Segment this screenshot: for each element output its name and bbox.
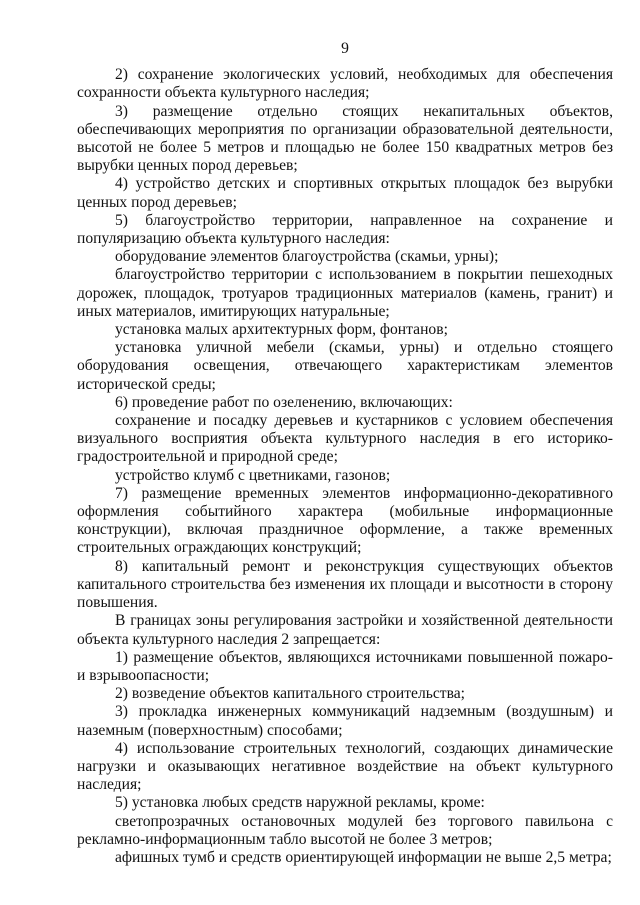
paragraph: 2) возведение объектов капитального строительства;: [115, 685, 466, 703]
paragraph: афишных тумб и средств ориентирующей информации не выше 2,5 метра;: [115, 848, 612, 866]
paragraph: установка уличной мебели (скамьи, урны) и отдельно стоящего оборудования освещения, отвечающего характеристикам элементов исторической среды;: [77, 339, 613, 393]
paragraph: 3) размещение отдельно стоящих некапитальных объектов, обеспечивающих мероприятия по организации образовательной деятельности, высотой не более 5 метров и площадью не более 150 квадратных метров без вырубки ценных пород деревьев;: [77, 102, 613, 175]
paragraph: В границах зоны регулирования застройки и хозяйственной деятельности объекта культурного наследия 2 запрещается:: [77, 612, 613, 648]
paragraph: 1) размещение объектов, являющихся источниками повышенной пожаро- и взрывоопасности;: [77, 648, 613, 684]
paragraph: 8) капитальный ремонт и реконструкция существующих объектов капитального строительства без изменения их площади и высотности в сторону повышения.: [77, 557, 613, 612]
paragraph: установка малых архитектурных форм, фонтанов;: [115, 321, 448, 339]
paragraph: 3) прокладка инженерных коммуникаций надземным (воздушным) и наземным (поверхностным) способами;: [77, 703, 613, 739]
paragraph: 5) благоустройство территории, направленное на сохранение и популяризацию объекта культурного наследия:: [77, 211, 613, 248]
paragraph: 5) установка любых средств наружной рекламы, кроме:: [115, 794, 485, 812]
paragraph: сохранение и посадку деревьев и кустарников с условием обеспечения визуального восприятия объекта культурного наследия в его историко-градостроительной и природной среде;: [77, 412, 613, 466]
paragraph: 4) использование строительных технологий, создающих динамические нагрузки и оказывающих негативное воздействие на объект культурного наследия;: [77, 739, 613, 794]
paragraph: оборудование элементов благоустройства (скамьи, урны);: [115, 248, 499, 266]
document-body: [77, 66, 613, 867]
paragraph: 4) устройство детских и спортивных открытых площадок без вырубки ценных пород деревьев;: [77, 175, 613, 211]
paragraph: светопрозрачных остановочных модулей без торгового павильона с рекламно-информационным табло высотой не более 3 метров;: [77, 812, 613, 848]
paragraph: благоустройство территории с использованием в покрытии пешеходных дорожек, площадок, тротуаров традиционных материалов (камень, гранит) и иных материалов, имитирующих натуральные;: [77, 266, 613, 320]
paragraph: устройство клумб с цветниками, газонов;: [115, 466, 391, 484]
page-number: 9: [341, 40, 349, 57]
paragraph: 7) размещение временных элементов информационно-декоративного оформления событийного характера (мобильные информационные конструкции), включая праздничное оформление, а также временных строительных ограждающих конструкций;: [77, 484, 613, 557]
paragraph: 6) проведение работ по озеленению, включающих:: [115, 393, 453, 411]
paragraph: 2) сохранение экологических условий, необходимых для обеспечения сохранности объекта культурного наследия;: [77, 66, 613, 102]
